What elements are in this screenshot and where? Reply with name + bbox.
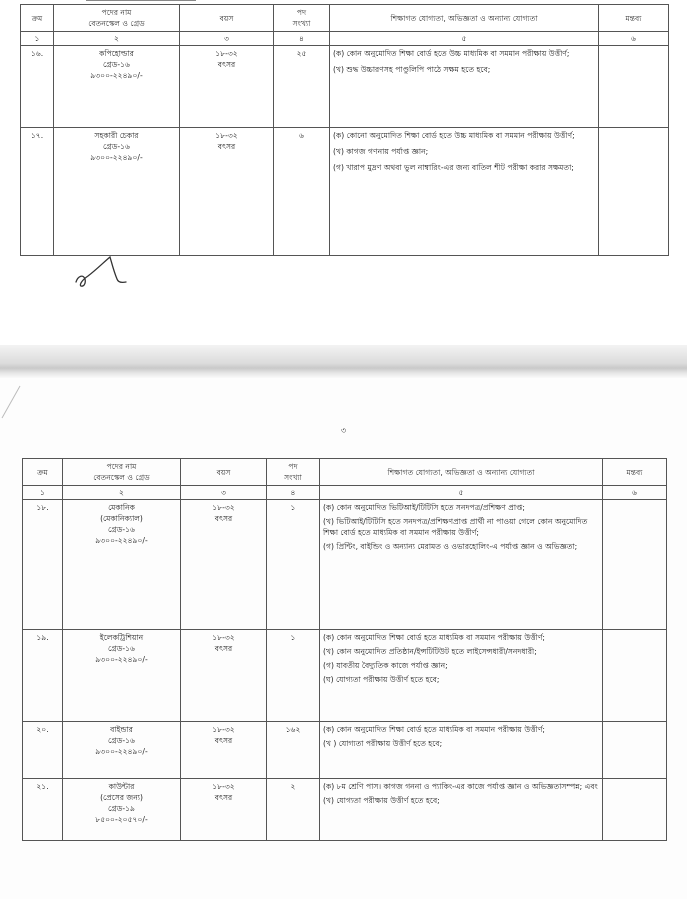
age-line: ১৮-৩২ [212,503,235,512]
header-age: বয়স [180,5,274,32]
age-line: ১৮-৩২ [215,131,238,140]
post-line: গ্রেড-১৯ [108,804,135,813]
qualification-item: (খ) যোগ্যতা পরীক্ষায় উত্তীর্ণ হতে হবে; [323,796,440,805]
header-count-line1: পদ [296,8,307,17]
header-count-line2: সংখ্যা [284,473,302,482]
serial-cell: ১৬. [21,46,54,128]
serial-cell: ১৯. [23,630,63,722]
qualification-item: (ঘ) যোগ্যতা পরীক্ষায় উত্তীর্ণ হতে হবে; [323,675,440,684]
qualification-cell [320,722,603,779]
post-line: কাউন্টার [108,782,135,791]
remarks-cell [603,779,667,841]
table-body-bottom [23,486,667,841]
column-index-5: ৫ [330,32,599,46]
age-cell [181,630,267,722]
qualification-cell [330,46,599,128]
age-line: ১৮-৩২ [212,782,235,791]
qualification-item: (ক) কোন অনুমোদিত ভিটিআই/টিটিসি হতে সনদপত্র/প্রশিক্ষণ প্রাপ্ত; [323,503,525,512]
qualification-cell [320,630,603,722]
qualification-cell [320,500,603,630]
handwritten-signature [68,252,138,290]
header-count [267,459,320,486]
column-index-row [21,32,669,46]
age-line: বৎসর [214,736,233,745]
page-number: ৩ [340,426,347,435]
age-line: ১৮-৩২ [215,49,238,58]
post-cell [63,779,181,841]
post-line: ৯৩০০-২২৪৯০/- [90,153,143,162]
header-post-name [54,5,180,32]
header-qualification: শিক্ষাগত যোগ্যতা, অভিজ্ঞতা ও অন্যান্য যোগ্যতা [320,459,603,486]
age-line: ১৮-৩২ [212,633,235,642]
post-count-cell: ২৫ [274,46,330,128]
post-count-cell: ১ [267,630,320,722]
header-row [23,459,667,486]
table-row [21,46,669,128]
post-cell [54,46,180,128]
serial-cell: ১৭. [21,128,54,256]
column-index-row [23,486,667,500]
qualification-item: (গ) প্রিন্টিং, বাইন্ডিং ও অন্যান্য মেরামত ও ওভারহোলিং-এ পর্যাপ্ত জ্ঞান ও অভিজ্ঞতা; [323,542,578,551]
header-count-line1: পদ [288,462,298,471]
header-qualification: শিক্ষাগত যোগ্যতা, অভিজ্ঞতা ও অন্যান্য যোগ্যতা [330,5,599,32]
header-age: বয়স [181,459,267,486]
header-remarks: মন্তব্য [603,459,667,486]
column-index-2: ২ [54,32,180,46]
post-line: ৯৩০০-২২৪৯০/- [90,71,143,80]
header-post-name-line1: পদের নাম [101,8,132,17]
qualification-cell [330,128,599,256]
column-index-4: ৪ [267,486,320,500]
header-count-line2: সংখ্যা [292,19,311,28]
serial-cell: ২১. [23,779,63,841]
header-post-name [63,459,181,486]
remarks-cell [599,128,669,256]
post-cell [63,630,181,722]
post-line: ইলেকট্রিশিয়ান [99,633,144,642]
qualification-item: (গ) খারাপ মুদ্রণ অথবা ভুল নাম্বারিং-এর জন্য বাতিল শীট পরীক্ষা করার সক্ষমতা; [333,163,574,172]
column-index-1: ১ [21,32,54,46]
serial-cell: ২০. [23,722,63,779]
qualification-item: (গ) যাবতীয় বৈদ্যুতিক কাজে পর্যাপ্ত জ্ঞান; [323,661,448,670]
qualification-cell [320,779,603,841]
age-cell [181,779,267,841]
column-index-1: ১ [23,486,63,500]
serial-cell: ১৮. [23,500,63,630]
remarks-cell [603,722,667,779]
post-line: ৮৫০০-২০৫৭০/- [95,815,148,824]
age-cell [181,500,267,630]
header-row [21,5,669,32]
post-count-cell: ২ [267,779,320,841]
age-line: বৎসর [217,142,236,151]
age-line: বৎসর [214,514,233,523]
table-row [23,779,667,841]
header-remarks: মন্তব্য [599,5,669,32]
age-line: ১৮-৩২ [212,725,235,734]
post-line: গ্রেড-১৬ [108,525,135,534]
table-body-top [21,32,669,256]
table-row [23,500,667,630]
qualification-item: (ক) কোন অনুমোদিত শিক্ষা বোর্ড হতে মাধ্যমিক বা সমমান পরীক্ষায় উত্তীর্ণ; [323,725,545,734]
qualification-item: (ক) ৮ম শ্রেণি পাস। কাগজ গননা ও প্যাকিং-এর কাজে পর্যাপ্ত জ্ঞান ও অভিজ্ঞতাসম্পন্ন; এবং [323,782,598,791]
age-line: বৎসর [217,60,236,69]
post-cell [63,722,181,779]
page-separator [0,345,687,378]
column-index-3: ৩ [180,32,274,46]
table-row [23,630,667,722]
remarks-cell [599,46,669,128]
header-count [274,5,330,32]
post-line: গ্রেড-১৬ [108,644,135,653]
post-line: (মেকানিক্যাল) [100,514,143,523]
document-page-top [0,0,687,345]
post-line: সহকারী চেকার [94,131,139,140]
qualification-item: (ক) কোনো অনুমোদিত শিক্ষা বোর্ড হতে উচ্চ মাধ্যমিক বা সমমান পরীক্ষায় উত্তীর্ণ; [333,131,575,140]
age-cell [180,46,274,128]
post-count-cell: ১৬২ [267,722,320,779]
header-post-name-line1: পদের নাম [106,462,137,471]
column-index-5: ৫ [320,486,603,500]
post-line: গ্রেড-১৬ [108,736,135,745]
remarks-cell [603,500,667,630]
qualification-item: (ক) কোন অনুমোদিত শিক্ষা বোর্ড হতে উচ্চ মাধ্যমিক বা সমমান পরীক্ষায় উত্তীর্ণ; [333,49,570,58]
recruitment-table-top [20,4,669,256]
post-count-cell: ৬ [274,128,330,256]
column-index-2: ২ [63,486,181,500]
column-index-6: ৬ [599,32,669,46]
post-line: ৯৩০০-২২৪৯০/- [95,536,148,545]
post-line: গ্রেড-১৬ [103,60,130,69]
column-index-4: ৪ [274,32,330,46]
age-cell [181,722,267,779]
column-index-6: ৬ [603,486,667,500]
post-line: ৯৩০০-২২৪৯০/- [95,655,148,664]
post-line: (প্রেসের জন্য) [100,793,143,802]
age-cell [180,128,274,256]
qualification-item: (খ) ভিটিআই/টিটিসি হতে সনদপত্র/প্রশিক্ষণপ্রাপ্ত প্রার্থী না পাওয়া গেলে কোন অনুমোদিত শিক্ষা বোর্ড হতে মাধ্যমিক বা সমমান পরীক্ষায় উত্তীর্ণ; [323,517,588,537]
age-line: বৎসর [214,644,233,653]
page-fold-mark [0,384,24,424]
header-serial: ক্রম [21,5,54,32]
qualification-item: (খ) কাগজ গণনায় পর্যাপ্ত জ্ঞান; [333,147,429,156]
table-row [23,722,667,779]
post-line: কপিহোল্ডার [99,49,134,58]
age-line: বৎসর [214,793,233,802]
post-cell [63,500,181,630]
column-index-3: ৩ [181,486,267,500]
qualification-item: (খ) শুদ্ধ উচ্চারণসহ পাণ্ডুলিপি পাঠে সক্ষম হতে হবে; [333,65,491,74]
table-row [21,128,669,256]
qualification-item: (খ ) যোগ্যতা পরীক্ষায় উত্তীর্ণ হতে হবে; [323,739,443,748]
post-cell [54,128,180,256]
post-line: মেকানিক [108,503,135,512]
post-line: ৯৩০০-২২৪৯০/- [95,747,148,756]
post-count-cell: ১ [267,500,320,630]
recruitment-table-bottom [22,458,667,841]
header-post-name-line2: বেতনস্কেল ও গ্রেড [93,473,150,482]
post-line: গ্রেড-১৬ [103,142,130,151]
remarks-cell [603,630,667,722]
qualification-item: (খ) কোন অনুমোদিত প্রতিষ্ঠান/ইন্সটিটিউট হতে লাইসেন্সধারী/সনদধারী; [323,647,537,656]
header-serial: ক্রম [23,459,63,486]
header-post-name-line2: বেতনস্কেল ও গ্রেড [88,19,145,28]
post-line: বাইন্ডার [110,725,133,734]
qualification-item: (ক) কোন অনুমোদিত শিক্ষা বোর্ড হতে মাধ্যমিক বা সমমান পরীক্ষায় উত্তীর্ণ; [323,633,545,642]
